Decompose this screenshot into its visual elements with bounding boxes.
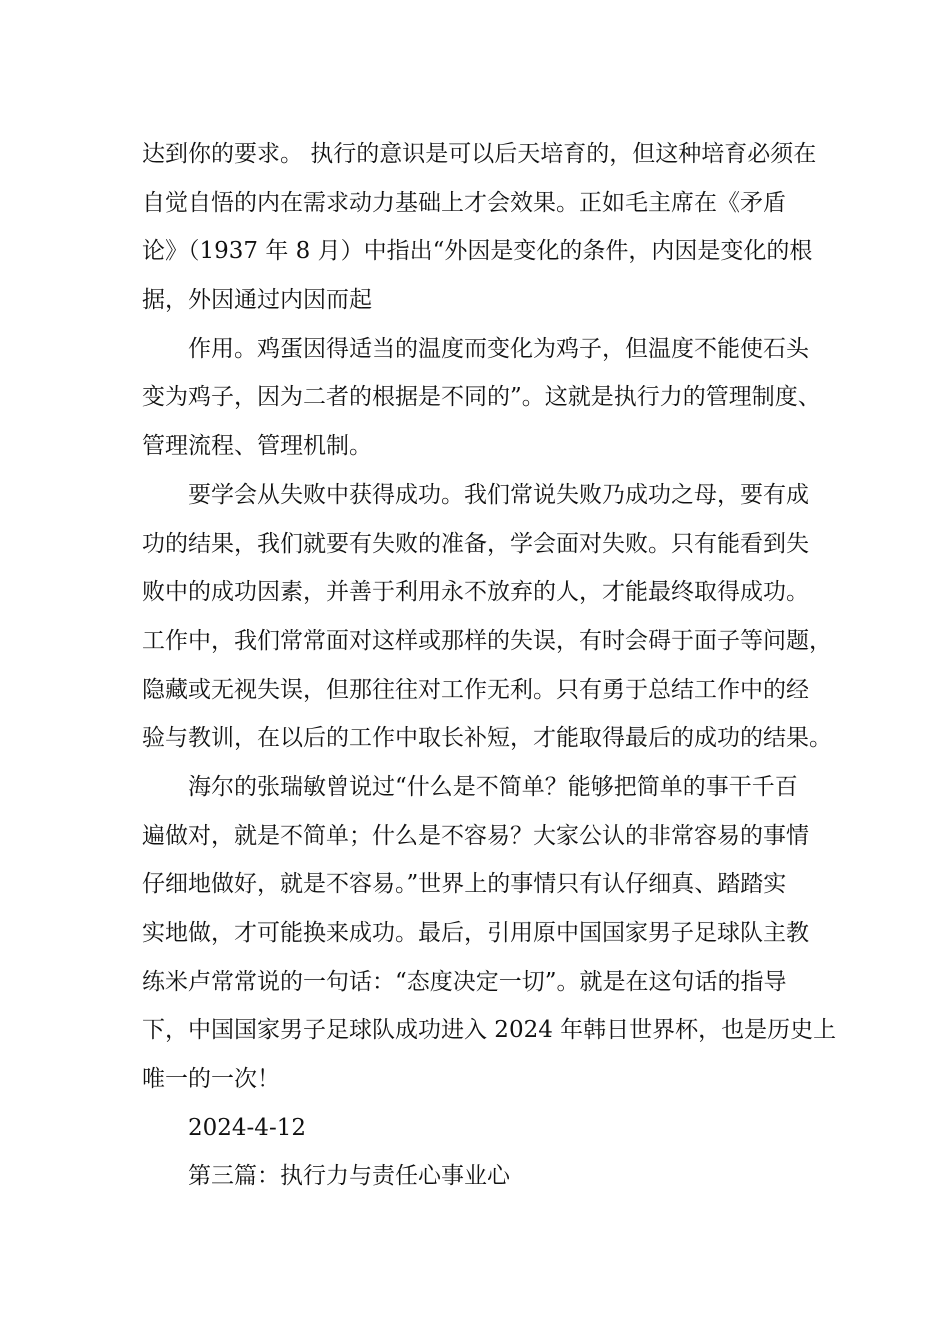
text-line: 败中的成功因素，并善于利用永不放弃的人，才能最终取得成功。 [142,579,809,606]
text-line: 变为鸡子，因为二者的根据是不同的”。这就是执行力的管理制度、 [142,384,821,411]
section-heading: 第三篇：执行力与责任心事业心 [188,1163,510,1190]
document-body [142,130,837,1201]
text-line: 达到你的要求。 执行的意识是可以后天培育的，但这种培育必须在 [142,141,817,167]
text-line: 仔细地做好，就是不容易。”世界上的事情只有认仔细真、踏踏实 [142,871,787,898]
text-line: 管理流程、管理机制。 [142,433,372,460]
text-line: 作用。鸡蛋因得适当的温度而变化为鸡子，但温度不能使石头 [188,335,809,362]
text-line: 验与教训，在以后的工作中取长补短，才能取得最后的成功的结果。 [142,725,832,752]
text-line: 练米卢常常说的一句话：“态度决定一切”。就是在这句话的指导 [142,968,787,995]
text-line: 下，中国国家男子足球队成功进入 2024 年韩日世界杯，也是历史上 [142,1017,837,1044]
text-line: 工作中，我们常常面对这样或那样的失误，有时会碍于面子等问题， [142,627,832,654]
text-line: 要学会从失败中获得成功。我们常说失败乃成功之母，要有成 [188,481,809,508]
text-line: 功的结果，我们就要有失败的准备，学会面对失败。只有能看到失 [142,530,809,557]
text-line: 论》（1937 年 8 月）中指出“外因是变化的条件，内因是变化的根 [142,238,813,265]
text-line: 海尔的张瑞敏曾说过“什么是不简单？能够把简单的事干千百 [188,773,798,800]
text-line: 遍做对，就是不简单；什么是不容易？大家公认的非常容易的事情 [142,822,809,849]
text-line: 实地做，才可能换来成功。最后，引用原中国国家男子足球队主教 [142,920,809,946]
date-line: 2024-4-12 [188,1114,306,1141]
text-line: 自觉自悟的内在需求动力基础上才会效果。正如毛主席在《矛盾 [142,189,786,216]
text-line: 唯一的一次！ [142,1066,280,1093]
text-line: 据，外因通过内因而起 [142,287,372,314]
text-line: 隐藏或无视失误，但那往往对工作无利。只有勇于总结工作中的经 [142,676,809,703]
